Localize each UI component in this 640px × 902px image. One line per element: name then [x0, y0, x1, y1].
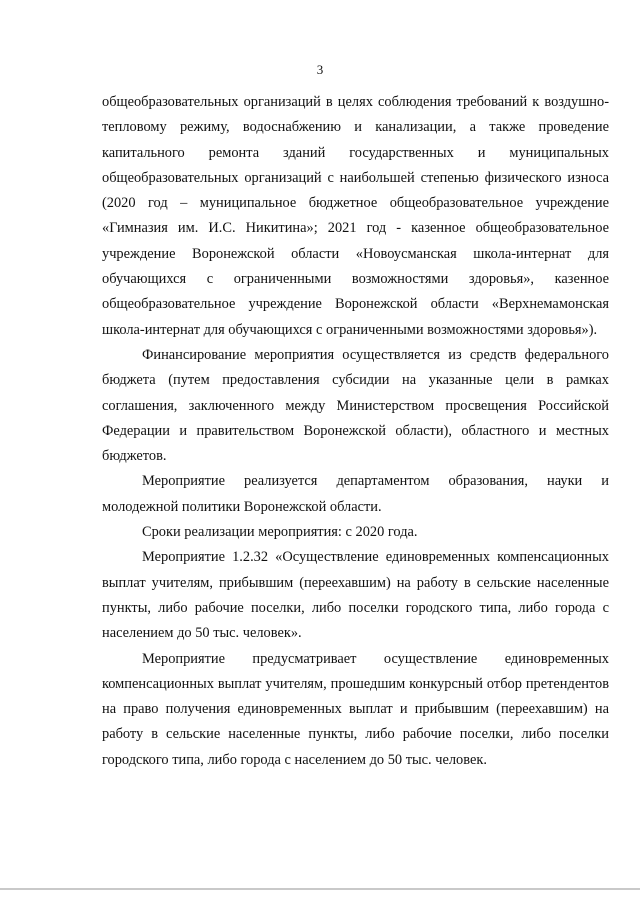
body-text: [102, 90, 609, 773]
page-number: 3: [316, 62, 324, 77]
paragraph-financing: Финансирование мероприятия осуществляется из средств федерального бюджета (путем предоставления субсидии на указанные цели в рамках соглашения, заключенного между Министерством просвещения Российской Федерации и правительством Воронежской области), областного и местных бюджетов.: [102, 346, 609, 465]
scan-edge-line: [0, 888, 640, 890]
paragraph-implementer: Мероприятие реализуется департаментом образования, науки и молодежной политики Воронежской области.: [102, 473, 609, 515]
paragraph-measure-description: Мероприятие предусматривает осуществление единовременных компенсационных выплат учителям, прошедшим конкурсный отбор претендентов на право получения единовременных выплат и прибывшим (переехавшим) на работу в сельские населенные пункты, либо рабочие поселки, либо поселки городского типа, либо города с населением до 50 тыс. человек.: [102, 650, 609, 768]
paragraph-timeline: Сроки реализации мероприятия: с 2020 года.: [142, 524, 418, 541]
paragraph-measure-title: Мероприятие 1.2.32 «Осуществление единовременных компенсационных выплат учителям, прибывшим (переехавшим) на работу в сельские населенные пункты, либо рабочие поселки, либо поселки городского типа, либо города с населением до 50 тыс. человек».: [102, 549, 609, 642]
paragraph-continuation: общеобразовательных организаций в целях соблюдения требований к воздушно-тепловому режиму, водоснабжению и канализации, а также проведение капитального ремонта зданий государственных и муниципальных общеобразовательных организаций с наибольшей степенью физического износа (2020 год – муниципальное бюджетное общеобразовательное учреждение «Гимназия им. И.С. Никитина»; 2021 год - казенное общеобразовательное учреждение Воронежской области «Новоусманская школа-интернат для обучающихся с ограниченными возможностями здоровья», казенное общеобразовательное учреждение Воронежской области «Верхнемамонская школа-интернат для обучающихся с ограниченными возможностями здоровья»).: [102, 94, 609, 338]
